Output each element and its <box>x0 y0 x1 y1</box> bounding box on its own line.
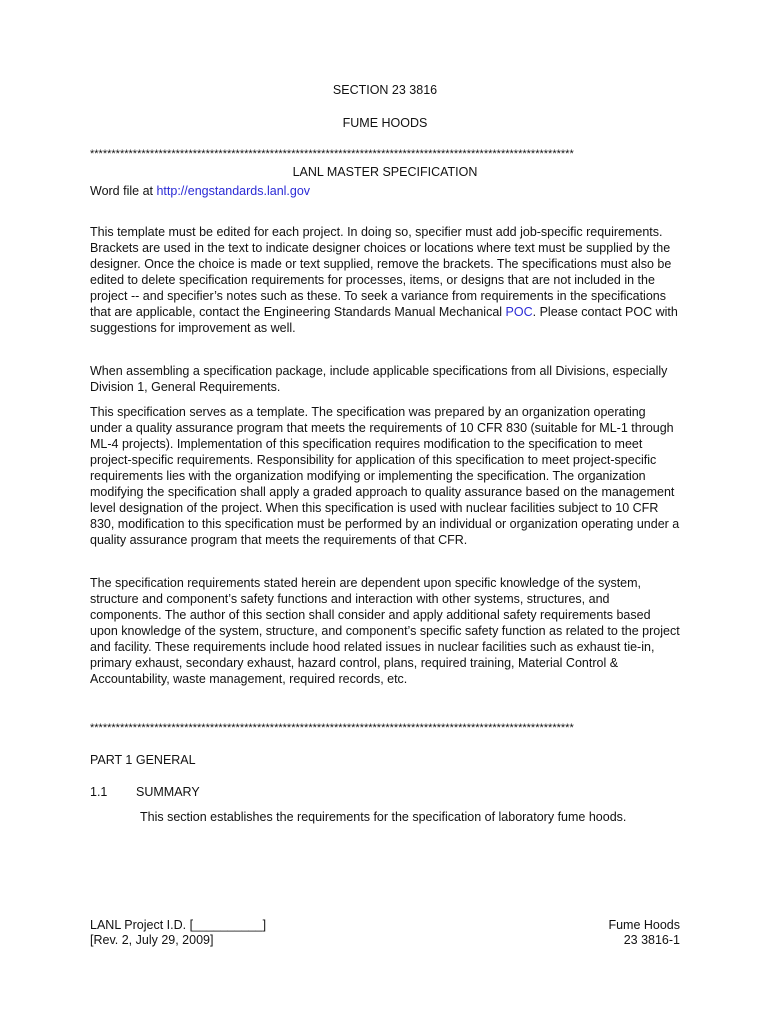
engstandards-link[interactable]: http://engstandards.lanl.gov <box>156 184 311 198</box>
poc-link[interactable]: POC <box>505 305 533 319</box>
intro-p2-text: When assembling a specification package, include applicable specifications from all Divisions, especially Division 1, General Requirements. <box>90 364 668 394</box>
intro-p1-tail: . Please contact POC with suggestions for improvement as well. <box>90 305 678 335</box>
divider-bottom: ***************************************************************************************************************** <box>90 722 574 734</box>
summary-heading <box>90 785 200 799</box>
word-file-line <box>90 183 680 199</box>
footer-revision: [Rev. 2, July 29, 2009] <box>90 933 214 947</box>
divider-top: ***************************************************************************************************************** <box>90 148 574 160</box>
intro-paragraph-4 <box>90 575 680 687</box>
intro-p4-text: The specification requirements stated herein are dependent upon specific knowledge of the system, structure and component’s safety functions and interaction with other systems, structures, and components. The author of this section shall consider and apply additional safety requirements based upon knowledge of the system, structure, and component’s specific safety function as related to the project and facility. These requirements include hood related issues in nuclear facilities such as exhaust tie-in, primary exhaust, secondary exhaust, hazard control, plans, required training, Material Control & Accountability, waste management, required records, etc. <box>90 576 680 686</box>
footer-right <box>608 918 680 948</box>
footer-doc-title: Fume Hoods <box>608 918 680 932</box>
word-file-prefix: Word file at <box>90 184 157 198</box>
intro-paragraph-1 <box>90 224 680 336</box>
intro-paragraph-3 <box>90 404 680 548</box>
footer-left <box>90 918 266 948</box>
intro-p1-text: This template must be edited for each project. In doing so, specifier must add job-specific requirements. Brackets are used in the text to indicate designer choices or locations where text must be supplied by the designer. Once the choice is made or text supplied, remove the brackets. The specifications must also be edited to delete specification requirements for processes, items, or designs that are not included in the project -- and specifier’s notes such as these. To seek a variance from requirements in the specifications that are applicable, contact the Engineering Standards Manual Mechanical <box>90 225 672 319</box>
intro-p3-text: This specification serves as a template. The specification was prepared by an organization operating under a quality assurance program that meets the requirements of 10 CFR 830 (suitable for ML-1 through ML-4 projects). Implementation of this specification requires modification to the specification to meet project-specific requirements. Responsibility for application of this specification to meet project-specific requirements lies with the organization modifying or implementing the specification. The organization modifying the specification shall apply a graded approach to quality assurance based on the management level designation of the project. When this specification is used with nuclear facilities subject to 10 CFR 830, modification to this specification must be performed by an individual or organization operating under a quality assurance program that meets the requirements of that CFR. <box>90 405 680 547</box>
summary-text: This section establishes the requirements for the specification of laboratory fume hoods. <box>140 810 627 824</box>
master-spec-label: LANL MASTER SPECIFICATION <box>292 165 478 179</box>
footer-page-number: 23 3816-1 <box>623 933 680 947</box>
part-heading: PART 1 GENERAL <box>90 753 196 767</box>
summary-number: 1.1 <box>90 785 108 799</box>
section-title: FUME HOODS <box>342 116 428 130</box>
intro-paragraph-2 <box>90 363 680 395</box>
footer-project-id: LANL Project I.D. [__________] <box>90 918 267 932</box>
document-page <box>90 0 680 1024</box>
section-number: SECTION 23 3816 <box>332 83 438 97</box>
summary-label: SUMMARY <box>136 785 200 799</box>
